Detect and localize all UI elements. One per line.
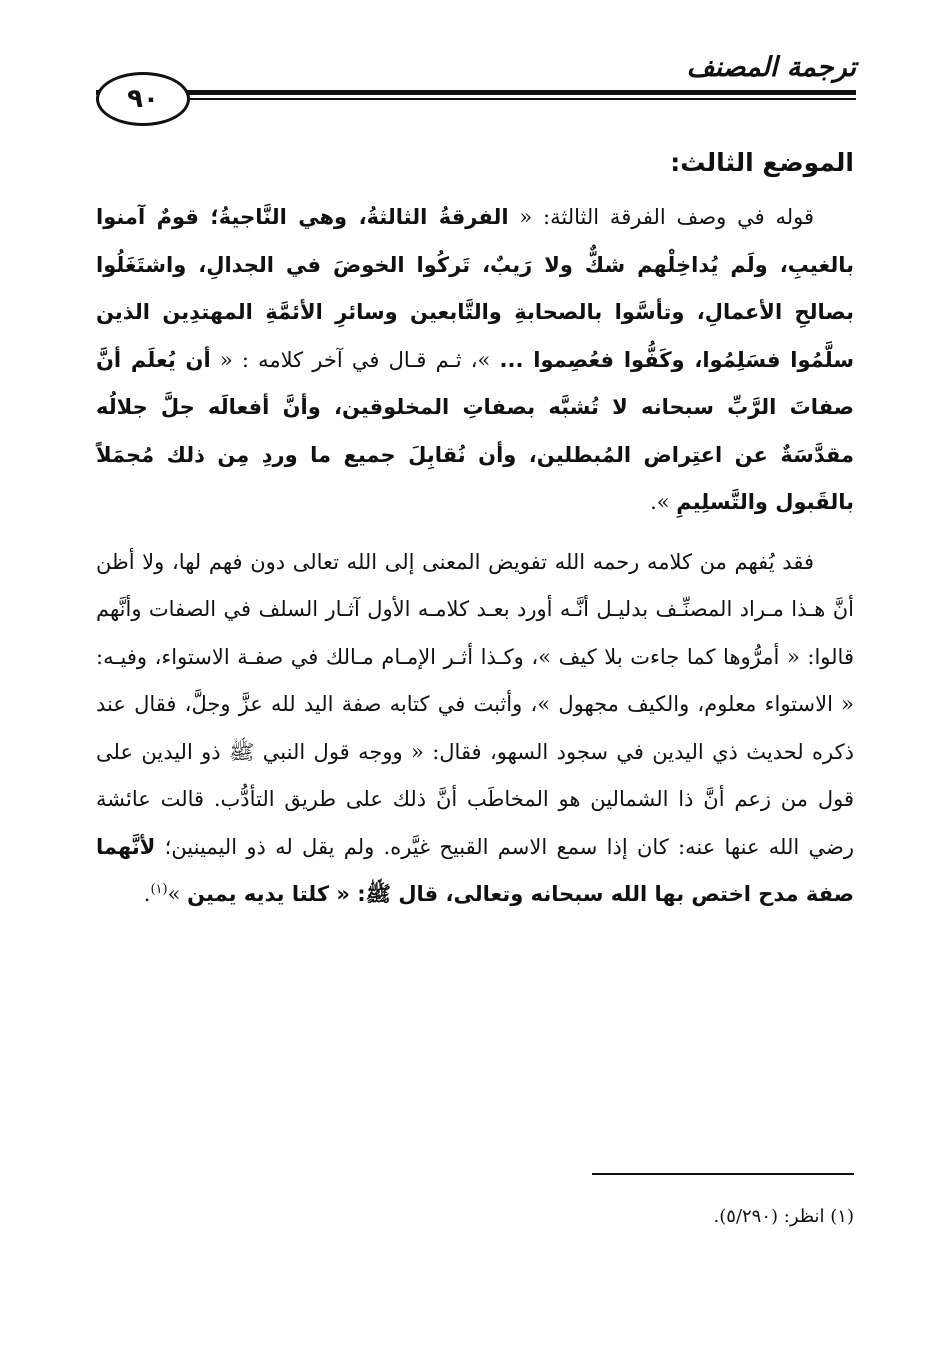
section-heading: الموضع الثالث:: [670, 148, 854, 177]
page-header: [96, 42, 856, 132]
paragraph-2-end-quote: »: [167, 882, 188, 906]
footnote-separator: [592, 1173, 854, 1175]
page-number: ٩٠: [96, 72, 190, 126]
running-title: ترجمة المصنف: [686, 52, 856, 83]
footnote-reference: (١): [150, 882, 168, 897]
header-rule-thin: [96, 98, 856, 100]
quote-firqa-najiya: الفرقةُ الثالثةُ، وهي النَّاجيةُ؛ قومٌ آمنوا بالغيبِ، ولَم يُداخِلْهم شكٌّ ولا رَيبٌ، تَركُوا الخوضَ في الجدالِ، واشتَغَلُوا بصالحِ الأعمالِ، وتأسَّوا بالصحابةِ والتَّابعين وسائرِ الأئمَّةِ المهتدِين الذين سلَّمُوا فسَلِمُوا، وكَفُّوا فعُصِموا ...: [96, 205, 854, 372]
paragraph-1-end: ».: [650, 490, 677, 514]
paragraph-2: [96, 539, 854, 919]
paragraph-1: [96, 194, 854, 527]
paragraph-2-bold: لأنَّهما صفة مدح اختص بها الله سبحانه وتعالى، قال ﷺ: « كلتا يديه يمين: [96, 834, 854, 906]
paragraph-2-text: فقد يُفهم من كلامه رحمه الله تفويض المعنى إلى الله تعالى دون فهم لها، ولا أظن أنَّ هـذا مـراد المصنِّـف بدليـل أنَّـه أورد بعـد كلامـه الأول آثـار السلف في الصفات وأنَّهم قالوا: « أمرُّوها كما جاءت بلا كيف »، وكـذا أثـر الإمـام مـالك في صفـة الاستواء، وفيـه: « الاستواء معلوم، والكيف مجهول »، وأثبت في كتابه صفة اليد لله عزَّ وجلَّ، فقال عند ذكره لحديث ذي اليدين في سجود السهو، فقال: « ووجه قول النبي ﷺ ذو اليدين على قول من زعم أنَّ ذا الشمالين هو المخاطَب أنَّ ذلك على طريق التأدُّب. قالت عائشة رضي الله عنها عنه: كان إذا سمع الاسم القبيح غيَّره. ولم يقل له ذو اليمينين؛: [96, 549, 854, 859]
paragraph-2-period: .: [143, 882, 151, 906]
page-body: [96, 140, 854, 919]
quote-sifat: أن يُعلَم أنَّ صفاتَ الرَّبِّ سبحانه لا تُشبَّه بصفاتِ المخلوقين، وأنَّ أفعالَه جلَّ جلالُه مقدَّسَةٌ عن اعتِراض المُبطلين، وأن نُقابِلَ جميع ما وردِ مِن ذلك مُجمَلاً بالقَبول والتَّسلِيمِ: [96, 347, 854, 514]
paragraph-1-intro: قوله في وصف الفرقة الثالثة: «: [508, 205, 814, 229]
header-rule-thick: [96, 90, 856, 95]
paragraph-1-middle: »، ثـم قـال في آخر كلامه : «: [210, 347, 500, 372]
footnote: (١) انظر: (٥/٢٩٠).: [713, 1206, 854, 1227]
